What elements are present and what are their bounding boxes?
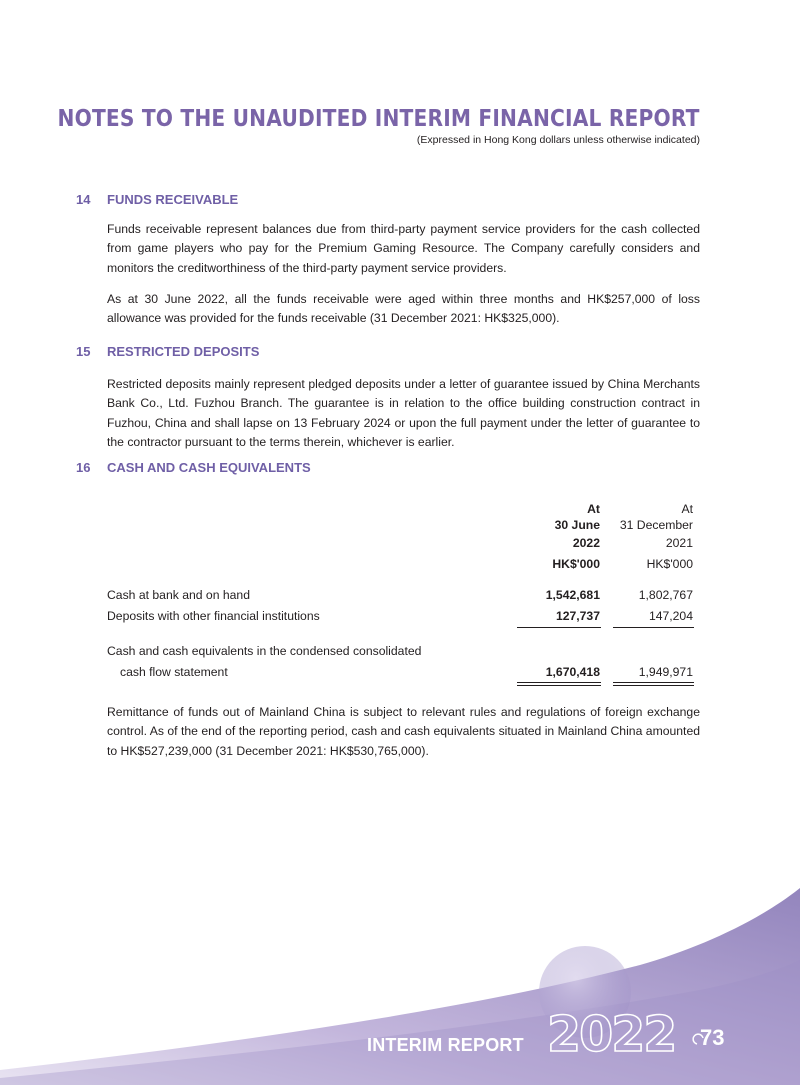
col1-header: HK$'000 — [552, 557, 600, 571]
cash-equivalents-table — [107, 502, 700, 692]
section-15-heading — [76, 344, 259, 359]
row-value-2021: 1,802,767 — [638, 588, 693, 602]
footer-report-label: INTERIM REPORT — [367, 1035, 524, 1055]
total-label-line2: cash flow statement — [120, 665, 228, 679]
section-16-paragraph-1: Remittance of funds out of Mainland China is subject to relevant rules and regulations of foreign exchange control. As of the end of the reporting period, cash and cash equivalents situated in Mainland China amounted to HK$527,239,000 (31 December 2021: HK$530,765,000). — [107, 705, 700, 758]
total-double-rule — [517, 682, 601, 686]
total-value-2022: 1,670,418 — [545, 665, 600, 679]
col2-header: At — [681, 502, 693, 516]
total-label-line1: Cash and cash equivalents in the condensed consolidated — [107, 644, 422, 658]
section-title: CASH AND CASH EQUIVALENTS — [107, 460, 311, 475]
subtotal-rule — [517, 627, 601, 628]
col1-header: 2022 — [572, 536, 600, 550]
section-14-paragraph-2: As at 30 June 2022, all the funds receivable were aged within three months and HK$257,000 of loss allowance was provided for the funds receivable (31 December 2021: HK$325,000). — [107, 292, 700, 326]
row-label: Cash at bank and on hand — [107, 588, 250, 602]
col2-header: HK$'000 — [646, 557, 693, 571]
row-value-2022: 127,737 — [555, 609, 600, 623]
table-row — [107, 609, 700, 627]
section-number: 16 — [76, 460, 91, 475]
section-title: RESTRICTED DEPOSITS — [107, 344, 260, 359]
table-row — [107, 588, 700, 606]
section-title: FUNDS RECEIVABLE — [107, 192, 239, 207]
section-14-paragraph-1: Funds receivable represent balances due from third-party payment service providers for the cash collected from game players who pay for the Premium Gaming Resource. The Company carefully considers and monitors the creditworthiness of the third-party payment service providers. — [107, 222, 700, 275]
table-header-row — [107, 536, 700, 554]
col2-header: 31 December — [619, 518, 693, 532]
col2-header: 2021 — [665, 536, 693, 550]
total-value-2021: 1,949,971 — [638, 665, 693, 679]
subtotal-rule — [613, 627, 694, 628]
table-row — [107, 644, 700, 662]
row-value-2021: 147,204 — [648, 609, 693, 623]
col1-header: 30 June — [554, 518, 600, 532]
table-row-total — [107, 665, 700, 683]
section-number: 15 — [76, 344, 91, 359]
footer-year: 2022 — [547, 1006, 676, 1063]
col1-header: At — [587, 502, 600, 516]
row-label: Deposits with other financial institutions — [107, 609, 320, 623]
page-title: NOTES TO THE UNAUDITED INTERIM FINANCIAL REPORT — [57, 104, 700, 132]
page-subtitle: (Expressed in Hong Kong dollars unless otherwise indicated) — [416, 134, 700, 146]
section-number: 14 — [76, 192, 91, 207]
page-number: 73 — [700, 1025, 725, 1050]
section-15-paragraph-1: Restricted deposits mainly represent pledged deposits under a letter of guarantee issued by China Merchants Bank Co., Ltd. Fuzhou Branch. The guarantee is in relation to the office building construction contract in Fuzhou, China and shall lapse on 13 February 2024 or upon the full payment under the letter of guarantee to the contractor pursuant to the terms therein, whichever is earlier. — [107, 377, 700, 449]
total-double-rule — [613, 682, 694, 686]
table-header-row — [107, 557, 700, 575]
section-16-heading — [76, 460, 311, 475]
section-14-heading — [76, 192, 238, 207]
row-value-2022: 1,542,681 — [545, 588, 600, 602]
table-header-row — [107, 518, 700, 536]
